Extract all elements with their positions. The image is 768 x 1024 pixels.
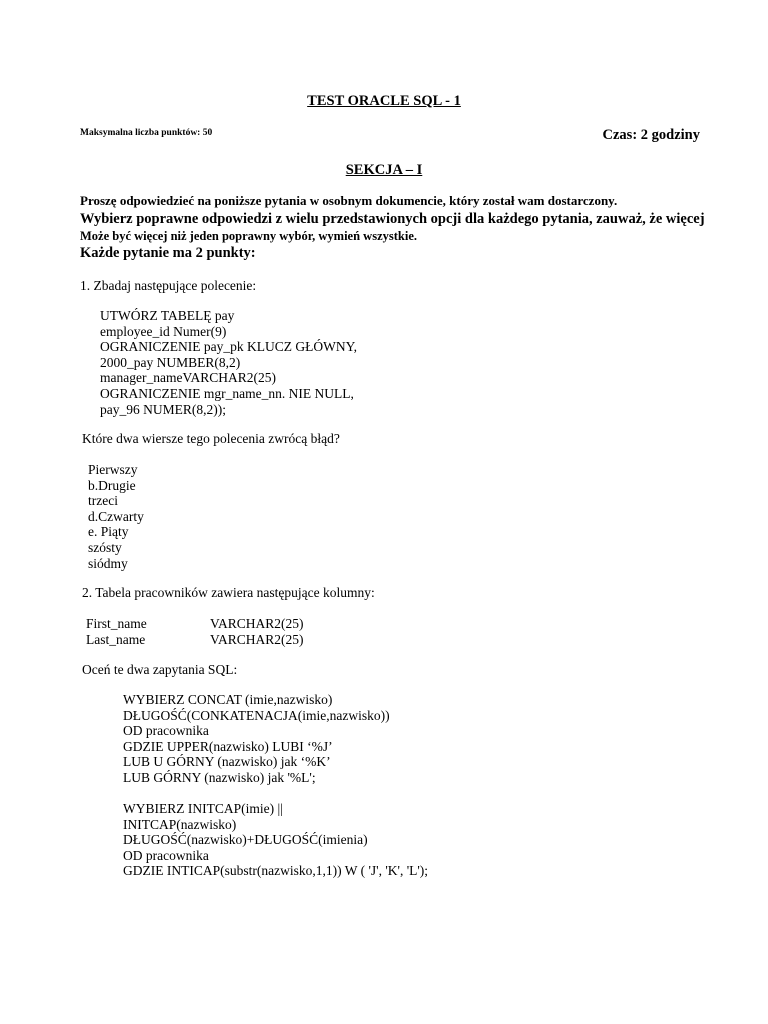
code-line: manager_nameVARCHAR2(25) (100, 370, 276, 386)
section-heading: SEKCJA – I (345, 162, 423, 178)
answer-option: szósty (88, 539, 122, 555)
code-line: LUB U GÓRNY (nazwisko) jak ‘%K’ (123, 754, 331, 770)
code-line: pay_96 NUMER(8,2)); (100, 401, 226, 417)
question-text: Oceń te dwa zapytania SQL: (82, 662, 238, 677)
code-line: GDZIE UPPER(nazwisko) LUBI ‘%J’ (123, 738, 333, 754)
question-1-code (100, 308, 357, 417)
question-1-options (88, 462, 144, 571)
code-line: INITCAP(nazwisko) (123, 816, 237, 832)
column-type: VARCHAR2(25) (210, 631, 304, 647)
code-line: GDZIE INTICAP(substr(nazwisko,1,1)) W ( 'J', 'K', 'L'); (123, 863, 429, 879)
answer-option: siódmy (88, 555, 128, 571)
code-line: UTWÓRZ TABELĘ pay (100, 308, 235, 323)
code-line: LUB GÓRNY (nazwisko) jak '%L'; (123, 769, 316, 785)
instruction-line-1: Proszę odpowiedzieć na poniższe pytania w osobnym dokumencie, który został wam dostarczony. (80, 193, 618, 208)
code-line: DŁUGOŚĆ(nazwisko)+DŁUGOŚĆ(imienia) (123, 832, 368, 848)
question-text: Które dwa wiersze tego polecenia zwrócą błąd? (82, 431, 340, 446)
column-type: VARCHAR2(25) (210, 616, 304, 631)
max-points: Maksymalna liczba punktów: 50 (80, 128, 213, 138)
instruction-line-4: Każde pytanie ma 2 punkty: (80, 245, 256, 261)
code-line: employee_id Numer(9) (100, 323, 227, 339)
column-name: Last_name (86, 631, 146, 647)
code-line: 2000_pay NUMBER(8,2) (100, 354, 241, 370)
answer-option: Pierwszy (88, 462, 138, 477)
answer-option: e. Piąty (88, 524, 129, 540)
code-line: DŁUGOŚĆ(CONKATENACJA(imie,nazwisko)) (123, 707, 390, 723)
question-text: 1. Zbadaj następujące polecenie: (80, 278, 257, 293)
question-1-ask (82, 431, 340, 447)
instruction-line-3: Może być więcej niż jeden poprawny wybór, wymień wszystkie. (80, 229, 417, 243)
question-2-ask (82, 662, 237, 678)
answer-option: trzeci (88, 493, 118, 509)
question-2-prompt (82, 585, 375, 601)
code-line: OD pracownika (123, 723, 209, 739)
time-limit: Czas: 2 godziny (602, 127, 700, 143)
code-line: OD pracownika (123, 847, 209, 863)
code-line: WYBIERZ INITCAP(imie) || (123, 801, 283, 816)
code-line: OGRANICZENIE pay_pk KLUCZ GŁÓWNY, (100, 339, 357, 355)
sql-query-1 (123, 692, 390, 786)
question-1-prompt (80, 278, 256, 294)
answer-option: b.Drugie (88, 477, 136, 493)
column-name: First_name (86, 616, 147, 631)
code-line: WYBIERZ CONCAT (imie,nazwisko) (123, 692, 333, 707)
sql-query-2 (123, 801, 428, 879)
code-line: OGRANICZENIE mgr_name_nn. NIE NULL, (100, 385, 354, 401)
answer-option: d.Czwarty (88, 508, 144, 524)
question-text: 2. Tabela pracowników zawiera następujące kolumny: (82, 585, 375, 600)
page-title: TEST ORACLE SQL - 1 (307, 93, 461, 109)
instruction-line-2: Wybierz poprawne odpowiedzi z wielu przedstawionych opcji dla każdego pytania, zauważ, że więcej (80, 211, 705, 227)
